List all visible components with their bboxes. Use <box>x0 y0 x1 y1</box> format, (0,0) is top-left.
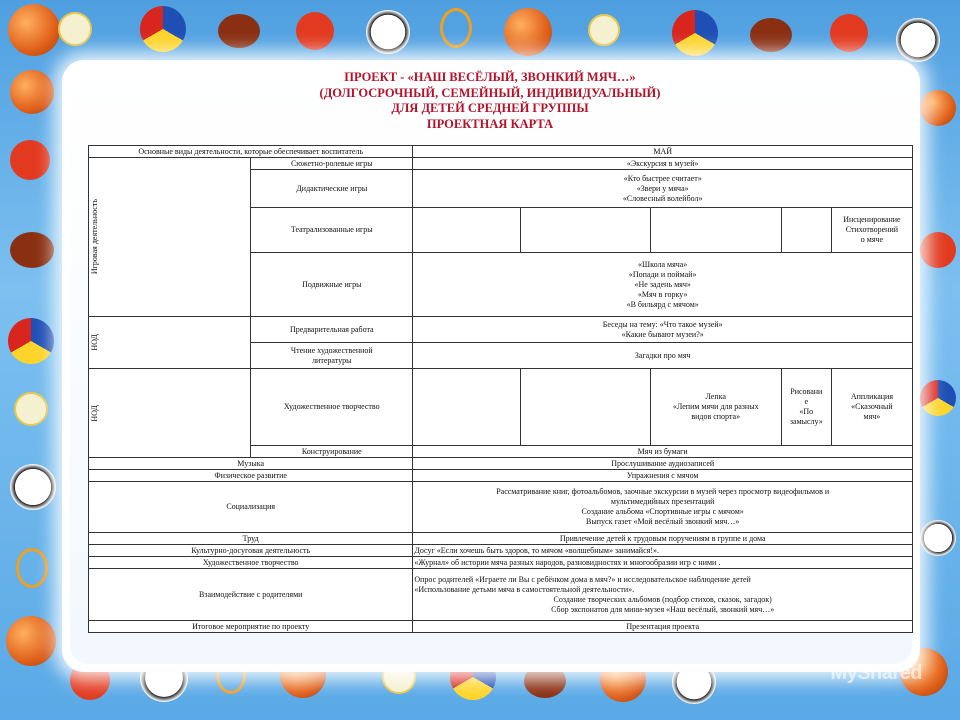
row-label: Конструирование <box>251 446 413 458</box>
row-value: «Экскурсия в музей» <box>413 158 913 170</box>
table-row <box>89 458 913 470</box>
row-value <box>831 208 912 253</box>
value-line: видов спорта» <box>691 412 741 421</box>
table-row <box>89 482 913 533</box>
row-label: Труд <box>89 533 413 545</box>
volleyball-icon <box>920 380 956 416</box>
soccer-ball-icon <box>366 10 410 54</box>
value-line: Рассматривание книг, фотоальбомов, заочные экскурсии в музей через просмотр видеофильмов и <box>496 487 830 496</box>
row-label: Сюжетно-ролевые игры <box>251 158 413 170</box>
row-value <box>413 482 913 533</box>
row-value: «Журнал» об истории мяча разных народов, разновидностях и многообразии игр с ними . <box>413 557 913 569</box>
table-row <box>89 369 913 446</box>
row-value <box>413 317 913 343</box>
label-line: Чтение художественной <box>290 345 373 355</box>
tennis-racket-icon <box>16 548 48 588</box>
group-nod-2 <box>89 369 251 458</box>
row-value: Прослушивание аудиозаписей <box>413 458 913 470</box>
row-value: Досуг «Если хочешь быть здоров, то мячом «волшебным» занимайся!». <box>413 545 913 557</box>
row-label: Итоговое мероприятие по проекту <box>89 621 413 633</box>
basketball-icon <box>920 90 956 126</box>
volleyball-icon <box>8 318 54 364</box>
value-line: Беседы на тему: «Что такое музей» <box>602 319 723 329</box>
watermark-logo <box>830 662 922 685</box>
row-value: Презентация проекта <box>413 621 913 633</box>
row-label: Социализация <box>89 482 413 533</box>
title-line-2: (ДОЛГОСРОЧНЫЙ, СЕМЕЙНЫЙ, ИНДИВИДУАЛЬНЫЙ) <box>319 85 661 100</box>
row-value <box>413 569 913 621</box>
value-line: о мяче <box>860 235 884 244</box>
shuttlecock-icon <box>14 392 48 426</box>
basketball-icon <box>10 70 54 114</box>
value-line: «Использование детьми мяча в самостоятельной деятельности». <box>414 584 635 594</box>
row-value <box>413 170 913 208</box>
table-row <box>89 317 913 343</box>
row-label: Предварительная работа <box>251 317 413 343</box>
row-value: Мяч из бумаги <box>413 446 913 458</box>
basketball-icon <box>8 4 60 56</box>
value-line: «Кто быстрее считает» <box>623 173 702 183</box>
table-row <box>89 569 913 621</box>
value-line: Стихотворений <box>845 225 899 234</box>
value-line: «В бильярд с мячом» <box>626 299 699 309</box>
value-line: Создание творческих альбомов (подбор стихов, сказок, загадок) <box>553 594 772 604</box>
row-label: Дидактические игры <box>251 170 413 208</box>
value-line: мультимедийных презентаций <box>610 497 715 506</box>
title-line-1: ПРОЕКТ - «НАШ ВЕСЁЛЫЙ, ЗВОНКИЙ МЯЧ…» <box>344 70 636 84</box>
row-label: Подвижные игры <box>251 253 413 317</box>
row-value: Загадки про мяч <box>413 343 913 369</box>
basketball-icon <box>504 8 552 56</box>
value-line: Сбор экспонатов для мини-музея «Наш весёлый, звонкий мяч…» <box>551 604 775 614</box>
row-value-lepka <box>650 369 781 446</box>
row-label: Культурно-досуговая деятельность <box>89 545 413 557</box>
value-line: «Не задень мяч» <box>634 279 691 289</box>
row-label: Взаимодействие с родителями <box>89 569 413 621</box>
row-value: Упражнения с мячом <box>413 470 913 482</box>
table-row <box>89 545 913 557</box>
rugby-ball-icon <box>750 18 792 52</box>
basketball-icon <box>6 616 56 666</box>
row-value: Привлечение детей к трудовым поручениям в группе и дома <box>413 533 913 545</box>
value-line: Лепка <box>705 392 726 401</box>
value-line: Создание альбома «Спортивные игры с мячом» <box>581 507 744 516</box>
value-line: Опрос родителей «Играете ли Вы с ребёнком дома в мяч?» и исследовательское наблюдение детей <box>414 574 751 584</box>
group-play-label: Игровая деятельность <box>90 199 99 275</box>
empty-cell <box>520 369 650 446</box>
project-card-table <box>88 145 913 633</box>
value-line: замыслу» <box>789 417 823 426</box>
soccer-ball-icon <box>920 520 956 556</box>
row-label: Театрализованные игры <box>251 208 413 253</box>
label-line: литературы <box>312 355 352 365</box>
value-line: е <box>804 397 809 406</box>
row-label: Художественное творчество <box>89 557 413 569</box>
group-nod-label: НОД <box>90 334 99 351</box>
ping-pong-icon <box>296 12 334 50</box>
volleyball-icon <box>672 10 718 56</box>
header-activities: Основные виды деятельности, которые обеспечивает воспитатель <box>89 146 413 158</box>
value-line: «Попади и поймай» <box>628 269 697 279</box>
row-value-drawing <box>781 369 831 446</box>
value-line: «Сказочный <box>851 402 893 411</box>
row-value <box>413 253 913 317</box>
empty-cell <box>413 369 520 446</box>
value-line: Рисовани <box>790 387 823 396</box>
value-line: «Школа мяча» <box>638 259 688 269</box>
table-row <box>89 533 913 545</box>
group-nod-label: НОД <box>90 404 99 422</box>
ping-pong-icon <box>830 14 868 52</box>
shuttlecock-icon <box>58 12 92 46</box>
table-row <box>89 470 913 482</box>
value-line: «По <box>799 407 814 416</box>
volleyball-icon <box>140 6 186 52</box>
ping-pong-icon <box>10 140 50 180</box>
group-play-activity <box>89 158 251 317</box>
row-value-applique <box>831 369 912 446</box>
rugby-ball-icon <box>10 232 54 268</box>
table-header-row <box>89 146 913 158</box>
value-line: «Лепим мячи для разных <box>672 402 759 411</box>
soccer-ball-icon <box>896 18 940 62</box>
header-month: МАЙ <box>413 146 913 158</box>
table-row <box>89 557 913 569</box>
tennis-racket-icon <box>440 8 472 48</box>
empty-cell <box>650 208 781 253</box>
shuttlecock-icon <box>588 14 620 46</box>
title-line-4: ПРОЕКТНАЯ КАРТА <box>426 116 554 131</box>
value-line: Инсценирование <box>843 215 901 224</box>
value-line: «Какие бывают музеи?» <box>621 329 704 339</box>
empty-cell <box>520 208 650 253</box>
value-line: мяч» <box>863 412 881 421</box>
page-title <box>200 70 780 132</box>
group-nod-1 <box>89 317 251 369</box>
table-row <box>89 621 913 633</box>
rugby-ball-icon <box>218 14 260 48</box>
row-label: Физическое развитие <box>89 470 413 482</box>
watermark-brand: MyShared <box>830 662 922 684</box>
value-line: «Мяч в горку» <box>637 289 688 299</box>
value-line: «Словесный волейбол» <box>622 193 703 203</box>
ping-pong-icon <box>920 232 956 268</box>
value-line: Аппликация <box>850 392 893 401</box>
value-line: «Звери у мяча» <box>636 183 689 193</box>
empty-cell <box>781 208 831 253</box>
table-row <box>89 158 913 170</box>
row-label: Художественное творчество <box>251 369 413 446</box>
value-line: Выпуск газет «Мой весёлый звонкий мяч…» <box>586 517 740 526</box>
row-label: Музыка <box>89 458 413 470</box>
soccer-ball-icon <box>10 464 56 510</box>
title-line-3: ДЛЯ ДЕТЕЙ СРЕДНЕЙ ГРУППЫ <box>391 101 589 115</box>
empty-cell <box>413 208 520 253</box>
row-label <box>251 343 413 369</box>
